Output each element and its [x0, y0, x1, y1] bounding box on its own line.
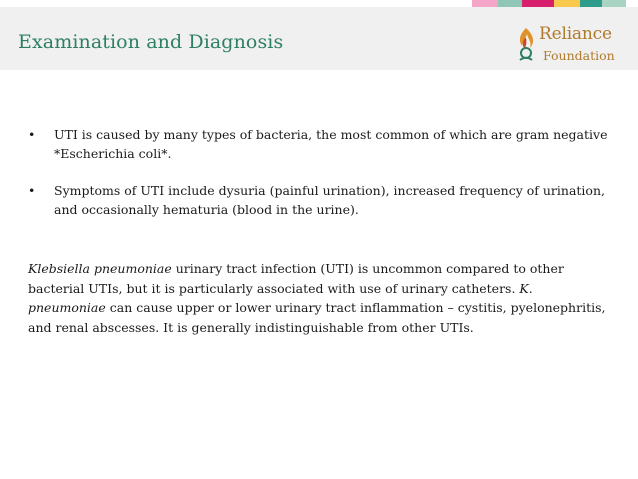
bullet-text: UTI is caused by many types of bacteria, the most common of which are gram negative *Escherichia coli*.	[54, 127, 608, 161]
body-paragraph	[28, 259, 613, 337]
logo-text-foundation: Foundation	[543, 48, 615, 63]
bullet-item	[28, 181, 608, 219]
slide-header	[0, 7, 638, 70]
bullet-symbol: •	[28, 183, 36, 198]
paragraph-italic-term: K. pneumoniae	[28, 280, 533, 315]
reliance-foundation-logo	[514, 24, 626, 68]
flame-logo-icon	[514, 26, 538, 64]
paragraph-text: can cause upper or lower urinary tract inflammation – cystitis, pyelonephritis, and renal abscesses. It is generally indistinguishable from other UTIs.	[28, 300, 606, 335]
paragraph-italic-term: Klebsiella pneumoniae	[28, 261, 172, 276]
logo-text-reliance: Reliance	[539, 24, 612, 44]
bullet-symbol: •	[28, 127, 36, 142]
bullet-text: Symptoms of UTI include dysuria (painful urination), increased frequency of urination, and occasionally hematuria (blood in the urine).	[54, 183, 605, 217]
bullet-list	[28, 125, 608, 237]
slide-title: Examination and Diagnosis	[18, 31, 284, 53]
bullet-item	[28, 125, 608, 163]
paragraph-text: urinary tract infection (UTI) is uncommon compared to other bacterial UTIs, but it is particularly associated with use of urinary catheters.	[28, 261, 564, 296]
decorative-color-strip	[0, 0, 638, 7]
